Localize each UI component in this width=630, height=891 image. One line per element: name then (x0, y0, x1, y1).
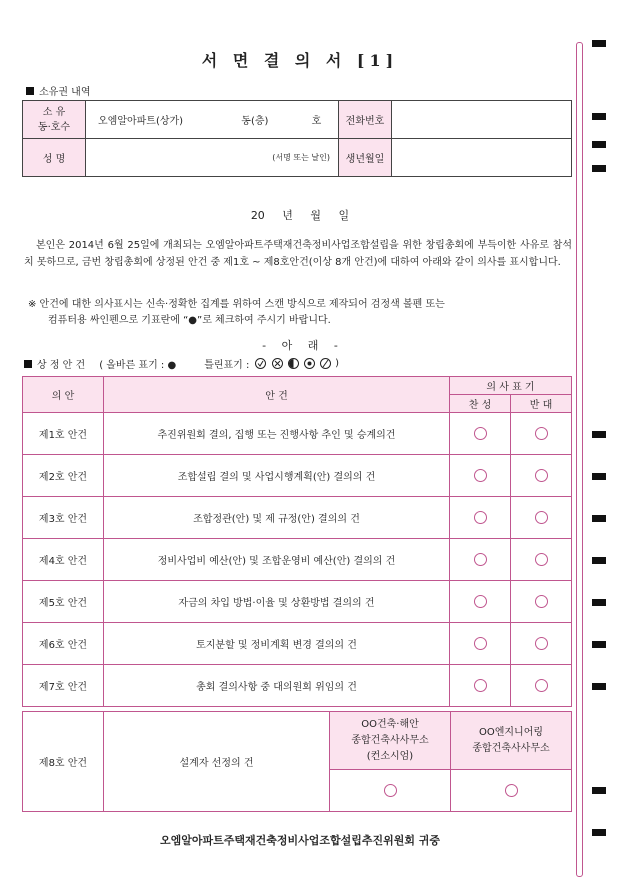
agree-cell[interactable] (450, 455, 511, 497)
option2-cell[interactable] (451, 770, 572, 812)
agree-circle-icon[interactable] (474, 511, 487, 524)
table-row (23, 665, 572, 707)
timing-mark (592, 641, 606, 648)
table-row (23, 413, 572, 455)
agenda-title: 추진위원회 결의, 집행 또는 진행사항 추인 및 승계의건 (104, 413, 450, 455)
agenda-number: 제4호 안건 (23, 539, 104, 581)
agree-circle-icon[interactable] (474, 679, 487, 692)
header-agree: 찬 성 (450, 395, 511, 413)
oppose-cell[interactable] (511, 581, 572, 623)
agree-cell[interactable] (450, 623, 511, 665)
table-row (23, 623, 572, 665)
agenda-title: 총회 결의사항 중 대의원회 위임의 건 (104, 665, 450, 707)
ownership-table (22, 100, 572, 177)
square-bullet-icon (26, 87, 34, 95)
sign-hint: (서명 또는 날인) (272, 153, 330, 162)
header-vote: 의 사 표 기 (450, 377, 572, 395)
agree-cell[interactable] (450, 581, 511, 623)
statement-paragraph: 본인은 2014년 6월 25일에 개최되는 오엠알아파트주택재건축정비사업조합설립을 위한 창립총회에 부득이한 사유로 참석치 못하므로, 금번 창립총회에 상정된 안건 중 제1호 ~ 제8호안건(이상 8개 안건)에 대하여 아래와 같이 의사를 표시합니다. (24, 240, 572, 268)
oppose-cell[interactable] (511, 497, 572, 539)
x-mark-icon (272, 358, 283, 369)
agenda-number: 제6호 안건 (23, 623, 104, 665)
agenda8-table (22, 711, 572, 812)
square-bullet-icon (24, 360, 32, 368)
header-content: 안 건 (104, 377, 450, 413)
name-field[interactable] (86, 139, 339, 177)
apartment-name: 오엠알아파트(상가) (98, 116, 184, 127)
agenda-section-label: 상 정 안 건 (37, 360, 86, 371)
agree-circle-icon[interactable] (474, 427, 487, 440)
dot-mark-icon (304, 358, 315, 369)
agree-cell[interactable] (450, 539, 511, 581)
timing-mark (592, 515, 606, 522)
oppose-circle-icon[interactable] (535, 427, 548, 440)
agree-circle-icon[interactable] (474, 595, 487, 608)
legend-correct: ( 올바른 표기 : ● (99, 360, 177, 371)
timing-mark (592, 473, 606, 480)
agenda-number: 제3호 안건 (23, 497, 104, 539)
header-item: 의 안 (23, 377, 104, 413)
table-row (23, 581, 572, 623)
agenda-title: 정비사업비 예산(안) 및 조합운영비 예산(안) 결의의 건 (104, 539, 450, 581)
option1-circle-icon[interactable] (384, 784, 397, 797)
timing-mark (592, 431, 606, 438)
name-label: 성 명 (23, 139, 86, 177)
agenda-number: 제1호 안건 (23, 413, 104, 455)
timing-mark (592, 141, 606, 148)
agenda-number: 제7호 안건 (23, 665, 104, 707)
option2-circle-icon[interactable] (505, 784, 518, 797)
legend-close: ) (335, 358, 340, 369)
note-line-2: 컴퓨터용 싸인펜으로 기표란에 “●”로 체크하여 주시기 바랍니다. (48, 315, 331, 326)
agenda-number: 제2호 안건 (23, 455, 104, 497)
table-row (23, 497, 572, 539)
agenda-title: 조합설립 결의 및 사업시행계획(안) 결의의 건 (104, 455, 450, 497)
agree-circle-icon[interactable] (474, 469, 487, 482)
marking-note (28, 297, 572, 329)
phone-field[interactable] (392, 101, 572, 139)
timing-mark (592, 113, 606, 120)
oppose-circle-icon[interactable] (535, 679, 548, 692)
timing-mark (592, 599, 606, 606)
timing-mark (592, 40, 606, 47)
scan-rail (576, 42, 583, 877)
ho-label: 호 (311, 116, 322, 127)
agenda8-number: 제8호 안건 (23, 712, 104, 812)
unit-field[interactable] (86, 101, 339, 139)
header-oppose: 반 대 (511, 395, 572, 413)
unit-label: 소 유 동·호수 (23, 101, 86, 139)
oppose-circle-icon[interactable] (535, 595, 548, 608)
timing-mark (592, 829, 606, 836)
oppose-cell[interactable] (511, 623, 572, 665)
oppose-circle-icon[interactable] (535, 511, 548, 524)
table-row (23, 539, 572, 581)
agenda8-title: 설계자 선정의 건 (104, 712, 330, 812)
birth-label: 생년월일 (339, 139, 392, 177)
agree-circle-icon[interactable] (474, 637, 487, 650)
agenda-title: 자금의 차입 방법·이율 및 상환방법 결의의 건 (104, 581, 450, 623)
oppose-circle-icon[interactable] (535, 553, 548, 566)
birth-field[interactable] (392, 139, 572, 177)
agenda-section-heading (24, 356, 339, 371)
oppose-circle-icon[interactable] (535, 469, 548, 482)
oppose-cell[interactable] (511, 539, 572, 581)
agenda-number: 제5호 안건 (23, 581, 104, 623)
slash-mark-icon (320, 358, 331, 369)
wrong-marks (254, 358, 332, 370)
timing-mark (592, 165, 606, 172)
half-fill-icon (288, 358, 299, 369)
oppose-circle-icon[interactable] (535, 637, 548, 650)
ownership-section-heading (26, 83, 90, 98)
dong-label: 동(층) (241, 116, 269, 127)
legend-wrong: 틀린표기 : (204, 360, 250, 371)
check-mark-icon (255, 358, 266, 369)
agree-cell[interactable] (450, 665, 511, 707)
option1-label: OO건축·해안 종합건축사사무소 (컨소시엄) (330, 712, 451, 770)
timing-mark (592, 683, 606, 690)
agenda-title: 조합정관(안) 및 제 규정(안) 결의의 건 (104, 497, 450, 539)
option2-label: OO엔지니어링 종합건축사사무소 (451, 712, 572, 770)
agree-cell[interactable] (450, 413, 511, 455)
oppose-cell[interactable] (511, 665, 572, 707)
agree-cell[interactable] (450, 497, 511, 539)
option1-cell[interactable] (330, 770, 451, 812)
timing-mark (592, 787, 606, 794)
agenda-table (22, 376, 572, 707)
agenda-title: 토지분할 및 정비계획 변경 결의의 건 (104, 623, 450, 665)
footer-recipient: 오엠알아파트주택재건축정비사업조합설립추진위원회 귀중 (159, 834, 441, 847)
oppose-cell[interactable] (511, 455, 572, 497)
agree-circle-icon[interactable] (474, 553, 487, 566)
table-row (23, 455, 572, 497)
oppose-cell[interactable] (511, 413, 572, 455)
phone-label: 전화번호 (339, 101, 392, 139)
note-line-1: ※ 안건에 대한 의사표시는 신속·정확한 집계를 위하여 스캔 방식으로 제작되어 검정색 볼펜 또는 (28, 299, 445, 310)
sub-heading: - 아 래 - (262, 339, 338, 352)
timing-mark (592, 557, 606, 564)
date-line: 20 년 월 일 (250, 209, 350, 222)
document-title: 서 면 결 의 서 [1] (201, 51, 399, 70)
ownership-section-label: 소유권 내역 (39, 87, 91, 98)
